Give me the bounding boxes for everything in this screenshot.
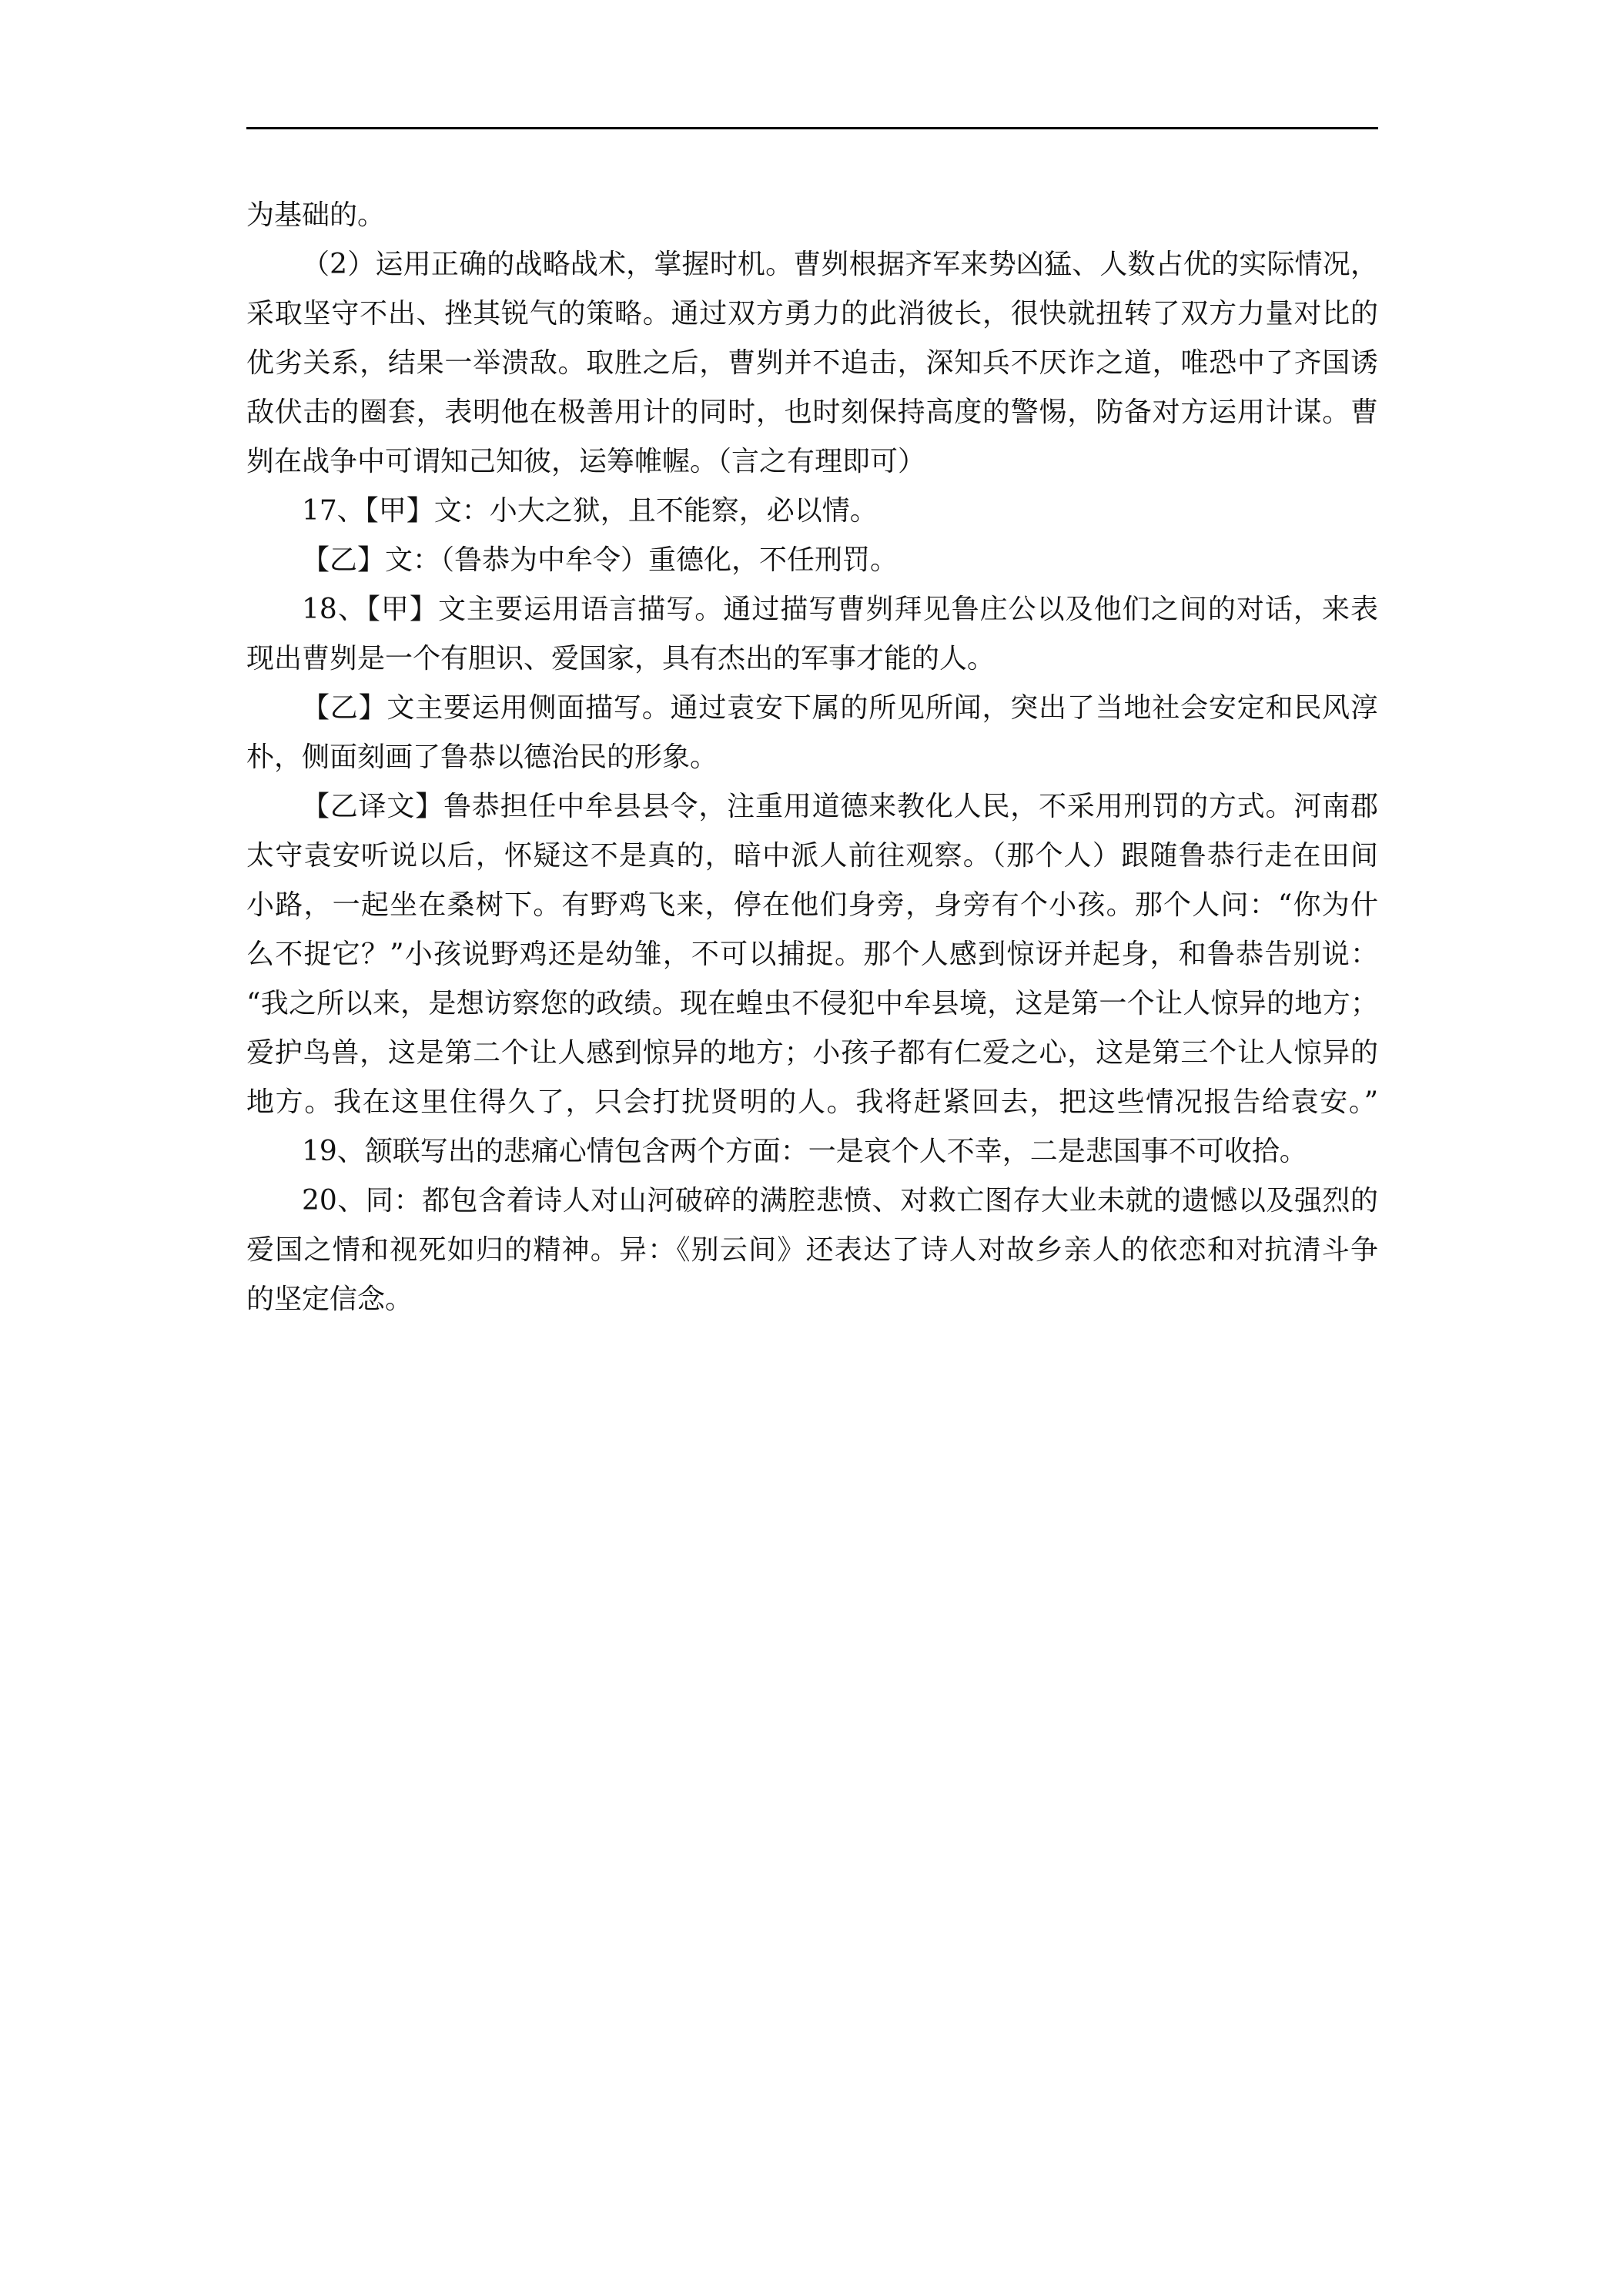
text-line: 现出曹刿是一个有胆识、爱国家，具有杰出的军事才能的人。 — [246, 643, 996, 674]
text-line: 【乙】文：（鲁恭为中牟令）重德化，不任刑罚。 — [302, 544, 899, 576]
text-line: 敌伏击的圈套，表明他在极善用计的同时，也时刻保持高度的警惕，防备对方运用计谋。曹 — [246, 397, 1378, 428]
text-line: 20、同：都包含着诗人对山河破碎的满腔悲愤、对救亡图存大业未就的遗憾以及强烈的 — [302, 1185, 1378, 1217]
text-line: 优劣关系，结果一举溃敌。取胜之后，曹刿并不追击，深知兵不厌诈之道，唯恐中了齐国诱 — [246, 347, 1378, 379]
text-line: 爱护鸟兽，这是第二个让人感到惊异的地方；小孩子都有仁爱之心，这是第三个让人惊异的 — [246, 1037, 1378, 1069]
document-body — [246, 191, 1378, 1324]
text-line: 为基础的。 — [246, 199, 386, 231]
text-line: “我之所以来，是想访察您的政绩。现在蝗虫不侵犯中牟县境，这是第一个让人惊异的地方； — [246, 988, 1378, 1019]
text-line: （2）运用正确的战略战术，掌握时机。曹刿根据齐军来势凶猛、人数占优的实际情况， — [302, 249, 1378, 280]
text-line: 【乙】文主要运用侧面描写。通过袁安下属的所见所闻，突出了当地社会安定和民风淳 — [302, 692, 1378, 724]
text-line: 地方。我在这里住得久了，只会打扰贤明的人。我将赶紧回去，把这些情况报告给袁安。” — [246, 1086, 1378, 1118]
text-line: 17、【甲】文：小大之狱，且不能察，必以情。 — [302, 495, 878, 527]
text-line: 【乙译文】鲁恭担任中牟县县令，注重用道德来教化人民，不采用刑罚的方式。河南郡 — [302, 791, 1378, 822]
text-line: 的坚定信念。 — [246, 1284, 413, 1315]
text-line: 刿在战争中可谓知己知彼，运筹帷幄。（言之有理即可） — [246, 446, 926, 477]
text-line: 采取坚守不出、挫其锐气的策略。通过双方勇力的此消彼长，很快就扭转了双方力量对比的 — [246, 298, 1378, 330]
text-line: 小路，一起坐在桑树下。有野鸡飞来，停在他们身旁，身旁有个小孩。那个人问：“你为什 — [246, 889, 1378, 921]
text-line: 18、【甲】文主要运用语言描写。通过描写曹刿拜见鲁庄公以及他们之间的对话，来表 — [302, 594, 1378, 625]
text-line: 朴，侧面刻画了鲁恭以德治民的形象。 — [246, 741, 718, 773]
text-line: 爱国之情和视死如归的精神。异：《别云间》还表达了诗人对故乡亲人的依恋和对抗清斗争 — [246, 1234, 1378, 1266]
text-line: 么不捉它？”小孩说野鸡还是幼雏，不可以捕捉。那个人感到惊讶并起身，和鲁恭告别说： — [246, 939, 1378, 970]
header-rule — [246, 127, 1378, 129]
text-line: 太守袁安听说以后，怀疑这不是真的，暗中派人前往观察。（那个人）跟随鲁恭行走在田间 — [246, 840, 1378, 872]
text-line: 19、颔联写出的悲痛心情包含两个方面：一是哀个人不幸，二是悲国事不可收拾。 — [302, 1136, 1307, 1167]
